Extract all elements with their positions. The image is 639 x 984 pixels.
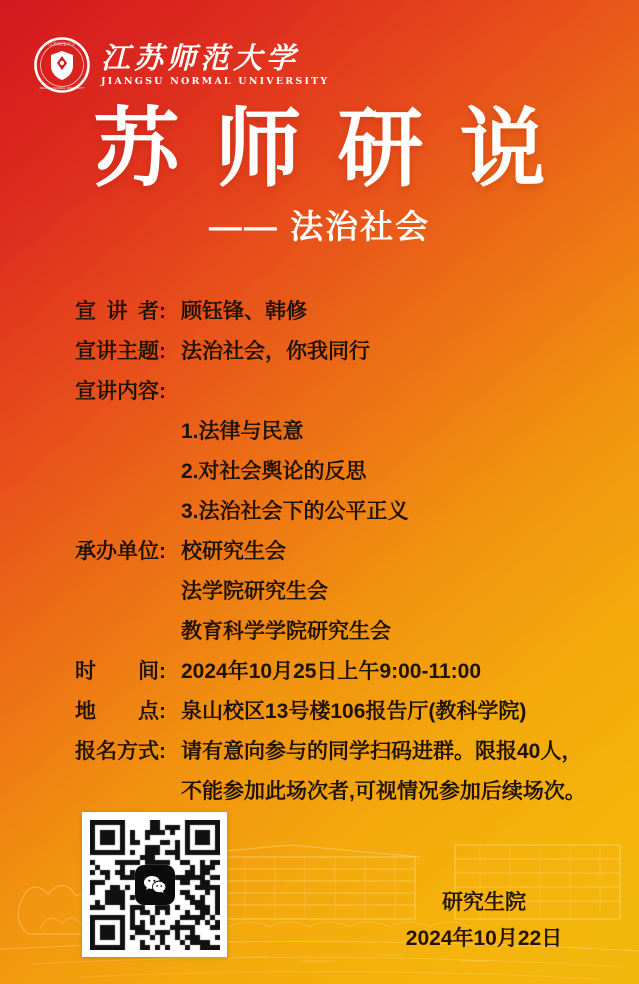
university-name xyxy=(101,43,329,87)
signup-line-1: 请有意向参与的同学扫码进群。限报40人， xyxy=(181,740,583,763)
info-value: 顾钰锋、韩修 xyxy=(181,300,307,323)
poster-subtitle: —— 法治社会 xyxy=(208,208,431,245)
info-label: 宣 讲 者: xyxy=(75,300,166,323)
info-values xyxy=(181,372,625,532)
footer xyxy=(379,885,589,957)
organizer-3: 教育科学学院研究生会 xyxy=(181,620,391,643)
poster-title: 苏师研说 xyxy=(93,101,582,197)
university-seal-icon xyxy=(33,36,91,94)
info-values xyxy=(181,332,625,372)
wechat-group-qr-code xyxy=(82,812,227,957)
info-row-content xyxy=(75,372,625,532)
organizer-1: 校研究生会 xyxy=(181,540,286,563)
info-values xyxy=(181,652,625,692)
content-item-1: 1.法律与民意 xyxy=(181,420,304,443)
info-value xyxy=(181,372,625,412)
info-values xyxy=(181,532,625,652)
info-label: 宣讲主题: xyxy=(75,340,166,363)
info-row-location xyxy=(75,692,625,732)
organizer-2: 法学院研究生会 xyxy=(181,580,328,603)
event-time: 2024年10月25日上午9:00-11:00 xyxy=(181,660,482,683)
info-label: 承办单位: xyxy=(75,540,166,563)
info-value: 法治社会，你我同行 xyxy=(181,340,370,363)
info-values xyxy=(181,732,625,812)
university-logo xyxy=(33,36,329,94)
info-row-organizer xyxy=(75,532,625,652)
content-item-2: 2.对社会舆论的反思 xyxy=(181,460,367,483)
info-label: 地 点: xyxy=(75,700,166,723)
info-row-speaker xyxy=(75,292,625,332)
info-label: 宣讲内容: xyxy=(75,380,166,403)
wechat-icon xyxy=(135,865,175,905)
info-label: 时 间: xyxy=(75,660,166,683)
footer-date: 2024年10月22日 xyxy=(405,927,563,950)
info-values xyxy=(181,692,625,732)
content-item-3: 3.法治社会下的公平正义 xyxy=(181,500,409,523)
svg-text:江苏师范大学: 江苏师范大学 xyxy=(48,41,76,47)
svg-text:JIANGSU NORMAL UNIVERSITY: JIANGSU NORMAL UNIVERSITY xyxy=(39,86,85,90)
footer-organization: 研究生院 xyxy=(442,891,526,914)
event-location: 泉山校区13号楼106报告厅(教科学院) xyxy=(181,700,527,723)
info-row-topic xyxy=(75,332,625,372)
signup-line-2: 不能参加此场次者,可视情况参加后续场次。 xyxy=(181,780,586,803)
info-row-signup xyxy=(75,732,625,812)
university-name-en: JIANGSU NORMAL UNIVERSITY xyxy=(101,76,330,87)
info-label: 报名方式: xyxy=(75,740,166,763)
info-values xyxy=(181,292,625,332)
event-info xyxy=(75,292,625,812)
info-row-time xyxy=(75,652,625,692)
university-name-cn: 江苏师范大学 xyxy=(101,41,300,75)
